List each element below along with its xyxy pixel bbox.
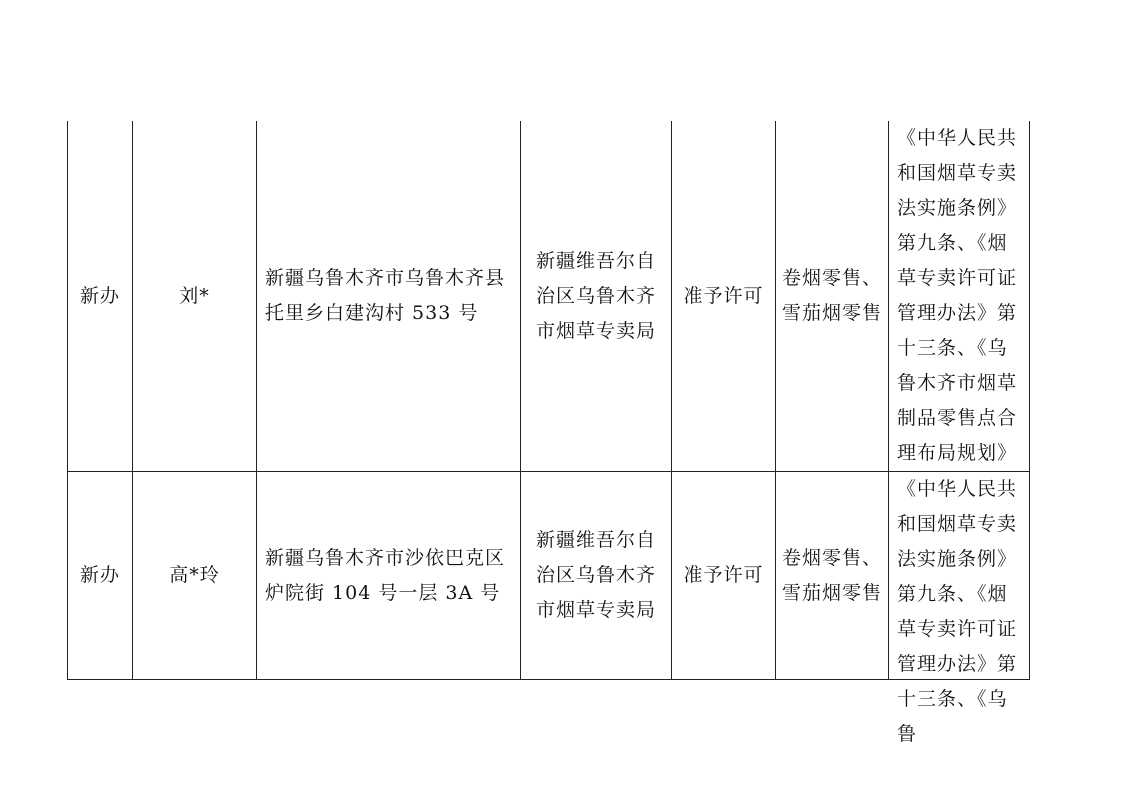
business-address: 新疆乌鲁木齐市沙依巴克区炉院街 104 号一层 3A 号 (265, 546, 506, 604)
authority-cell (521, 472, 672, 680)
address-cell (257, 121, 521, 472)
address-cell (257, 472, 521, 680)
application-type: 新办 (79, 564, 120, 586)
legal-basis: 《中华人民共和国烟草专卖法实施条例》第九条、《烟草专卖许可证管理办法》第十三条、《乌鲁木齐市烟草制品零售点合理布局规划》 (897, 127, 1018, 464)
permit-decision-cell (672, 121, 776, 472)
business-scope-cell (776, 472, 889, 680)
business-scope-cell (776, 121, 889, 472)
table-row (68, 472, 1030, 680)
applicant-name: 高*玲 (169, 564, 220, 586)
applicant-name-cell (133, 121, 257, 472)
application-type-cell (68, 121, 133, 472)
application-type-cell (68, 472, 133, 680)
permit-decision: 准予许可 (683, 564, 764, 586)
table-row (68, 121, 1030, 472)
permit-decision: 准予许可 (683, 284, 764, 307)
legal-basis-cell (889, 121, 1030, 472)
applicant-name: 刘* (179, 284, 210, 307)
business-scope: 卷烟零售、雪茄烟零售 (782, 546, 883, 604)
legal-basis: 《中华人民共和国烟草专卖法实施条例》第九条、《烟草专卖许可证管理办法》第十三条、《乌鲁 (897, 478, 1018, 745)
applicant-name-cell (133, 472, 257, 680)
business-scope: 卷烟零售、雪茄烟零售 (782, 267, 883, 324)
issuing-authority: 新疆维吾尔自治区乌鲁木齐市烟草专卖局 (535, 249, 656, 342)
legal-basis-cell (889, 472, 1030, 745)
application-type: 新办 (79, 284, 120, 307)
issuing-authority: 新疆维吾尔自治区乌鲁木齐市烟草专卖局 (535, 529, 656, 621)
authority-cell (521, 121, 672, 472)
business-address: 新疆乌鲁木齐市乌鲁木齐县托里乡白建沟村 533 号 (265, 267, 506, 324)
permit-decision-cell (672, 472, 776, 680)
legal-basis-clip (889, 472, 1029, 745)
permit-table (67, 121, 1030, 745)
